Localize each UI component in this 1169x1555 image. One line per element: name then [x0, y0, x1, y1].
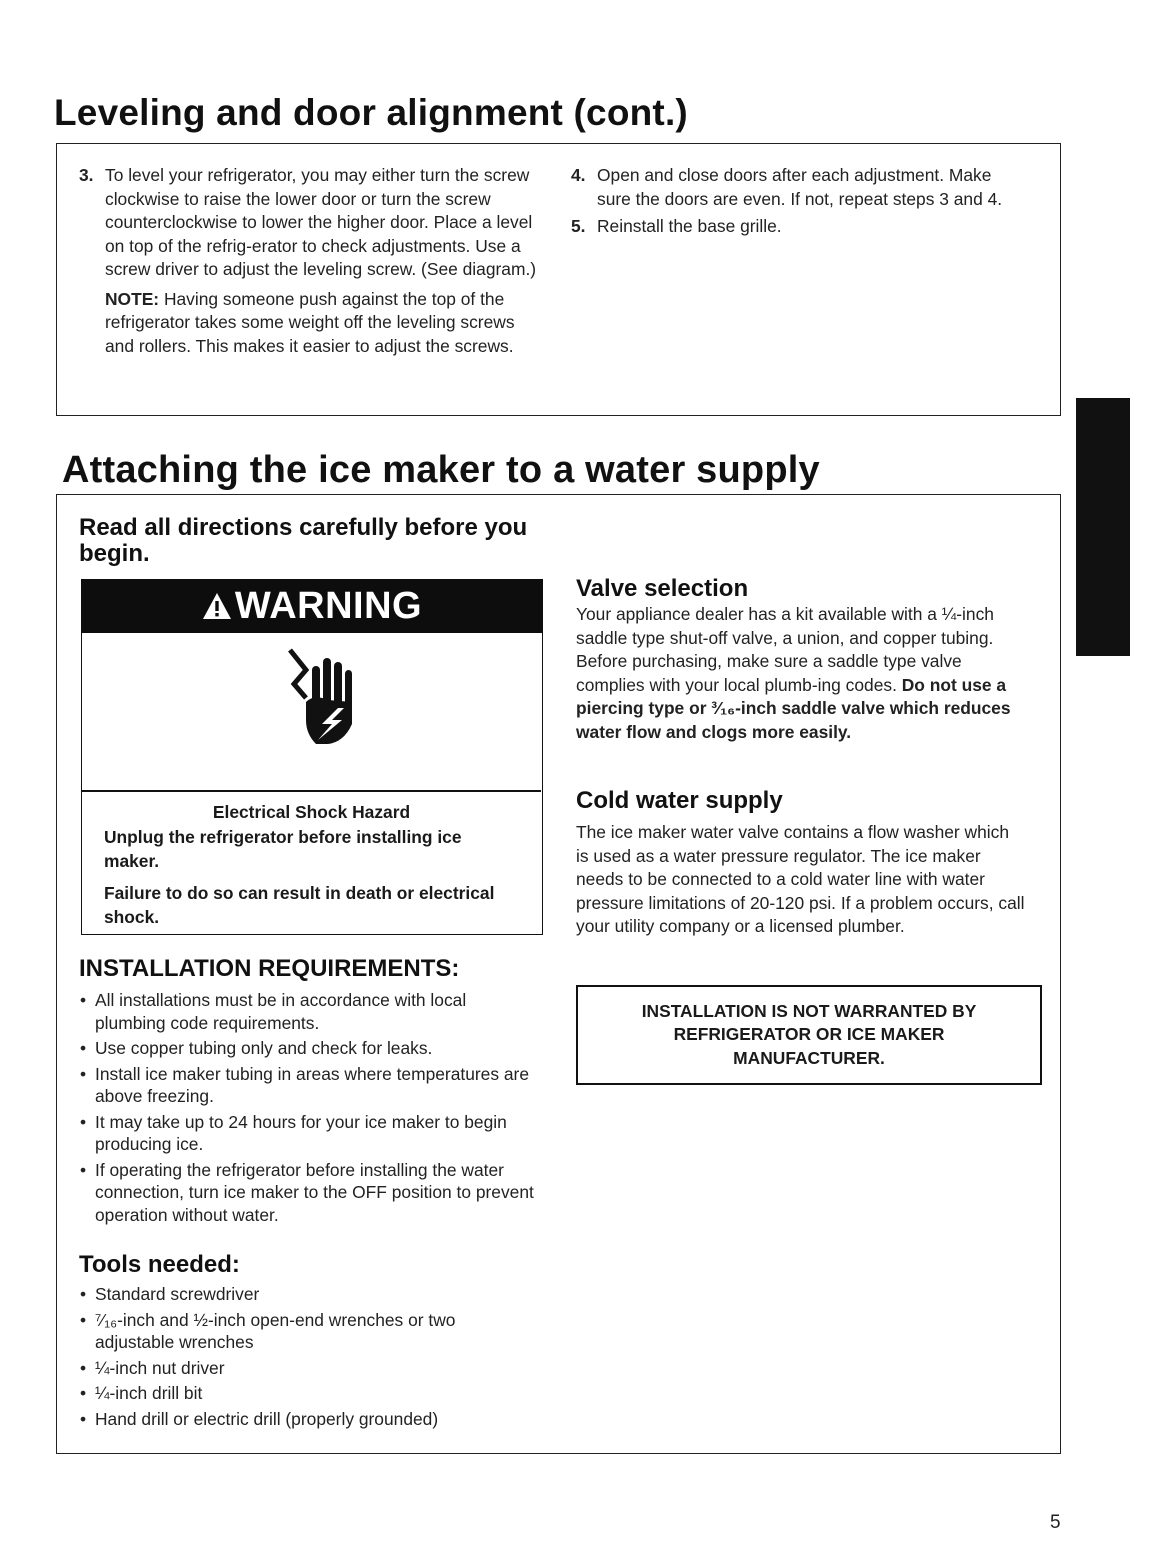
step-5-text: Reinstall the base grille. [597, 216, 782, 236]
ice-maker-box [56, 494, 1061, 1454]
list-item: • Install ice maker tubing in areas where temperatures are above freezing. [79, 1063, 534, 1108]
leveling-box [56, 143, 1061, 416]
step-4 [571, 164, 1011, 211]
note-label: NOTE: [105, 288, 160, 309]
valve-heading: Valve selection [576, 575, 749, 602]
step-4-number: 4. [571, 165, 586, 185]
intro-text: Read all directions carefully before you begin. [79, 514, 528, 567]
section-title-leveling: Leveling and door alignment (cont.) [54, 92, 688, 133]
page-number: 5 [1050, 1512, 1061, 1533]
list-item: • All installations must be in accordance with local plumbing code requirements. [79, 989, 534, 1034]
electrical-shock-icon [272, 644, 362, 746]
section-tab-marker [1076, 398, 1130, 656]
step-5 [571, 215, 1011, 239]
tools-heading: Tools needed: [79, 1251, 240, 1278]
step-3-text: To level your refrigerator, you may either turn the screw clockwise to raise the lower door or turn the screw counterclockwise to lower the higher door. Place a level on top of the refrig-erator to check adjustments. Use a screw driver to adjust the leveling screw. (See diagram.) [105, 165, 537, 279]
step-3-number: 3. [79, 165, 94, 185]
list-item: • Standard screwdriver [79, 1283, 534, 1306]
list-item: • Hand drill or electric drill (properly grounded) [79, 1408, 534, 1431]
tools-list [79, 1283, 534, 1433]
warranty-notice-text: INSTALLATION IS NOT WARRANTED BY REFRIGERATOR OR ICE MAKER MANUFACTURER. [641, 1000, 977, 1068]
warning-header-label: WARNING [234, 584, 423, 627]
warning-line-1: Unplug the refrigerator before installing ice maker. [104, 827, 462, 871]
valve-text: Your appliance dealer has a kit available with a ¼-inch saddle type shut-off valve, a union, and copper tubing. Before purchasing, make sure a saddle type valve complies with your local plumb-ing codes. [576, 604, 994, 695]
valve-paragraph [576, 603, 1034, 744]
warning-divider [82, 790, 541, 792]
list-item: • If operating the refrigerator before installing the water connection, turn ice maker to the OFF position to prevent operation without water. [79, 1159, 534, 1227]
step-5-number: 5. [571, 216, 586, 236]
leveling-left-column [79, 164, 539, 358]
list-item: • ¼-inch drill bit [79, 1382, 534, 1405]
list-item: • It may take up to 24 hours for your ice maker to begin producing ice. [79, 1111, 534, 1156]
section-title-ice-maker: Attaching the ice maker to a water supply [62, 449, 820, 491]
warning-box [81, 579, 543, 935]
valve-bold-text: Do not use a piercing type or ³⁄₁₆-inch saddle valve which reduces water flow and clogs more easily. [576, 674, 1011, 742]
cold-water-heading: Cold water supply [576, 787, 783, 814]
warning-triangle-icon [202, 591, 232, 621]
list-item: • ⁷⁄₁₆-inch and ½-inch open-end wrenches or two adjustable wrenches [79, 1309, 534, 1354]
note-text: Having someone push against the top of the refrigerator takes some weight off the leveling screws and rollers. This makes it easier to adjust the screws. [105, 288, 515, 356]
hazard-title: Electrical Shock Hazard [212, 802, 411, 822]
install-req-heading: INSTALLATION REQUIREMENTS: [79, 955, 460, 982]
step-4-text: Open and close doors after each adjustment. Make sure the doors are even. If not, repeat steps 3 and 4. [597, 165, 1003, 209]
cold-water-text: The ice maker water valve contains a flow washer which is used as a water pressure regulator. The ice maker needs to be connected to a cold water line with water pressure limitations of 20-120 psi. If a problem occurs, call your utility company or a licensed plumber. [576, 822, 1025, 936]
warning-line-2: Failure to do so can result in death or electrical shock. [104, 883, 495, 927]
step-3 [79, 164, 539, 282]
list-item: • Use copper tubing only and check for leaks. [79, 1037, 534, 1060]
install-req-list [79, 989, 534, 1229]
note [79, 288, 539, 359]
list-item: • ¼-inch nut driver [79, 1357, 534, 1380]
warranty-notice-box [576, 985, 1042, 1085]
leveling-right-column [571, 164, 1011, 239]
warning-header [81, 579, 543, 633]
